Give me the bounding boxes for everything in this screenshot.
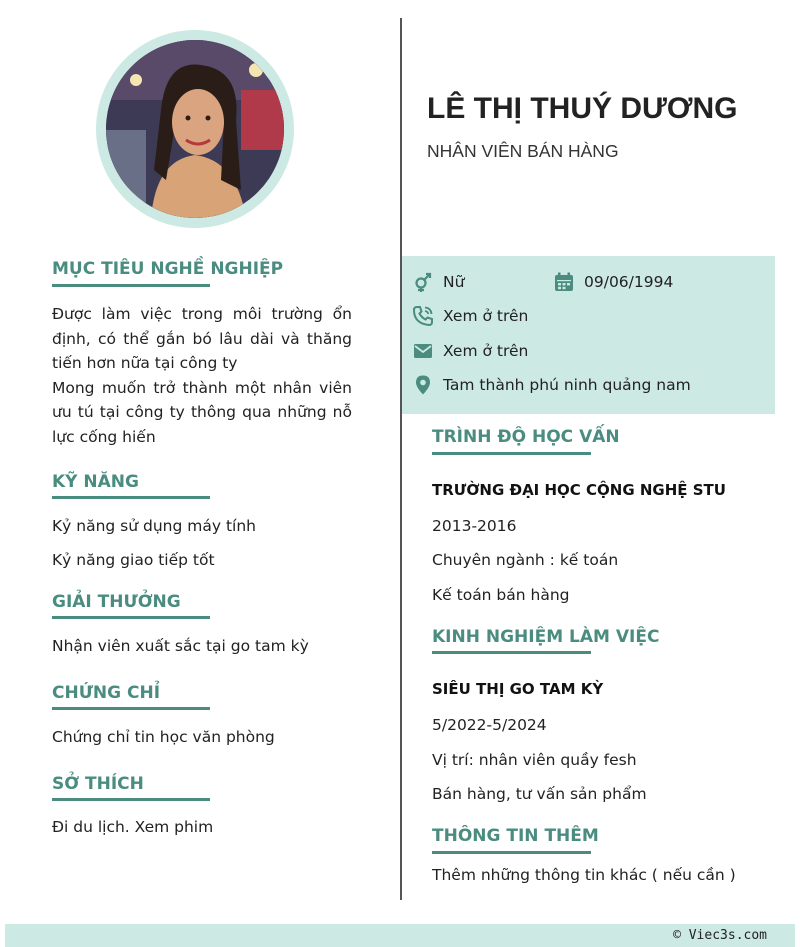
awards-underline — [52, 616, 210, 619]
experience-underline — [432, 651, 591, 654]
hobbies-underline — [52, 798, 210, 801]
objective-text: Được làm việc trong môi trường ổn định, có thể gắn bó lâu dài và thăng tiến hơn nữa tại công ty Mong muốn trở thành một nhân viên ưu tú tại công ty thông qua những nỗ lực cống hiến — [52, 305, 352, 446]
experience-period: 5/2022-5/2024 — [432, 716, 547, 734]
experience-position: Vị trí: nhân viên quầy fesh — [432, 751, 637, 769]
copyright-link[interactable]: © Viec3s.com — [673, 928, 767, 943]
birthday-value: 09/06/1994 — [584, 273, 674, 291]
location-pin-icon — [412, 374, 434, 396]
avatar — [96, 30, 294, 228]
hobbies-text: Đi du lịch. Xem phim — [52, 818, 214, 836]
experience-heading: KINH NGHIỆM LÀM VIỆC — [432, 627, 660, 647]
education-period: 2013-2016 — [432, 517, 517, 535]
job-title: NHÂN VIÊN BÁN HÀNG — [427, 141, 619, 161]
additional-underline — [432, 851, 591, 854]
skill-item: Kỷ năng giao tiếp tốt — [52, 551, 215, 569]
phone-icon — [412, 305, 434, 327]
education-underline — [432, 452, 591, 455]
calendar-icon — [553, 271, 575, 293]
profile-photo — [106, 40, 284, 218]
certificates-underline — [52, 707, 210, 710]
gender-icon — [412, 271, 434, 293]
gender-value: Nữ — [443, 273, 465, 291]
contact-address — [412, 374, 691, 396]
contact-panel — [402, 256, 775, 414]
certificates-heading: CHỨNG CHỈ — [52, 683, 161, 703]
additional-text: Thêm những thông tin khác ( nếu cần ) — [432, 866, 736, 884]
additional-heading: THÔNG TIN THÊM — [432, 826, 599, 846]
contact-gender — [412, 271, 464, 293]
award-item: Nhận viên xuất sắc tại go tam kỳ — [52, 637, 309, 655]
experience-detail: Bán hàng, tư vấn sản phẩm — [432, 785, 647, 803]
email-value: Xem ở trên — [443, 342, 529, 360]
objective-heading: MỤC TIÊU NGHỀ NGHIỆP — [52, 259, 284, 279]
education-major: Chuyên ngành : kế toán — [432, 551, 619, 569]
address-value: Tam thành phú ninh quảng nam — [443, 376, 691, 394]
contact-email — [412, 340, 528, 362]
contact-phone — [412, 305, 528, 327]
education-detail: Kế toán bán hàng — [432, 586, 570, 604]
company-name: SIÊU THỊ GO TAM KỲ — [432, 680, 604, 698]
education-heading: TRÌNH ĐỘ HỌC VẤN — [432, 427, 620, 447]
skills-heading: KỸ NĂNG — [52, 472, 139, 492]
footer-bar — [5, 924, 795, 947]
candidate-name: LÊ THỊ THUÝ DƯƠNG — [427, 92, 738, 125]
hobbies-heading: SỞ THÍCH — [52, 774, 144, 794]
skills-underline — [52, 496, 210, 499]
contact-birthday — [553, 271, 673, 293]
certificate-item: Chứng chỉ tin học văn phòng — [52, 728, 275, 746]
phone-value: Xem ở trên — [443, 307, 529, 325]
skill-item: Kỷ năng sử dụng máy tính — [52, 517, 256, 535]
awards-heading: GIẢI THƯỞNG — [52, 592, 181, 612]
column-divider — [400, 18, 402, 900]
school-name: TRƯỜNG ĐẠI HỌC CỘNG NGHỆ STU — [432, 481, 726, 499]
objective-underline — [52, 284, 210, 287]
email-icon — [412, 340, 434, 362]
